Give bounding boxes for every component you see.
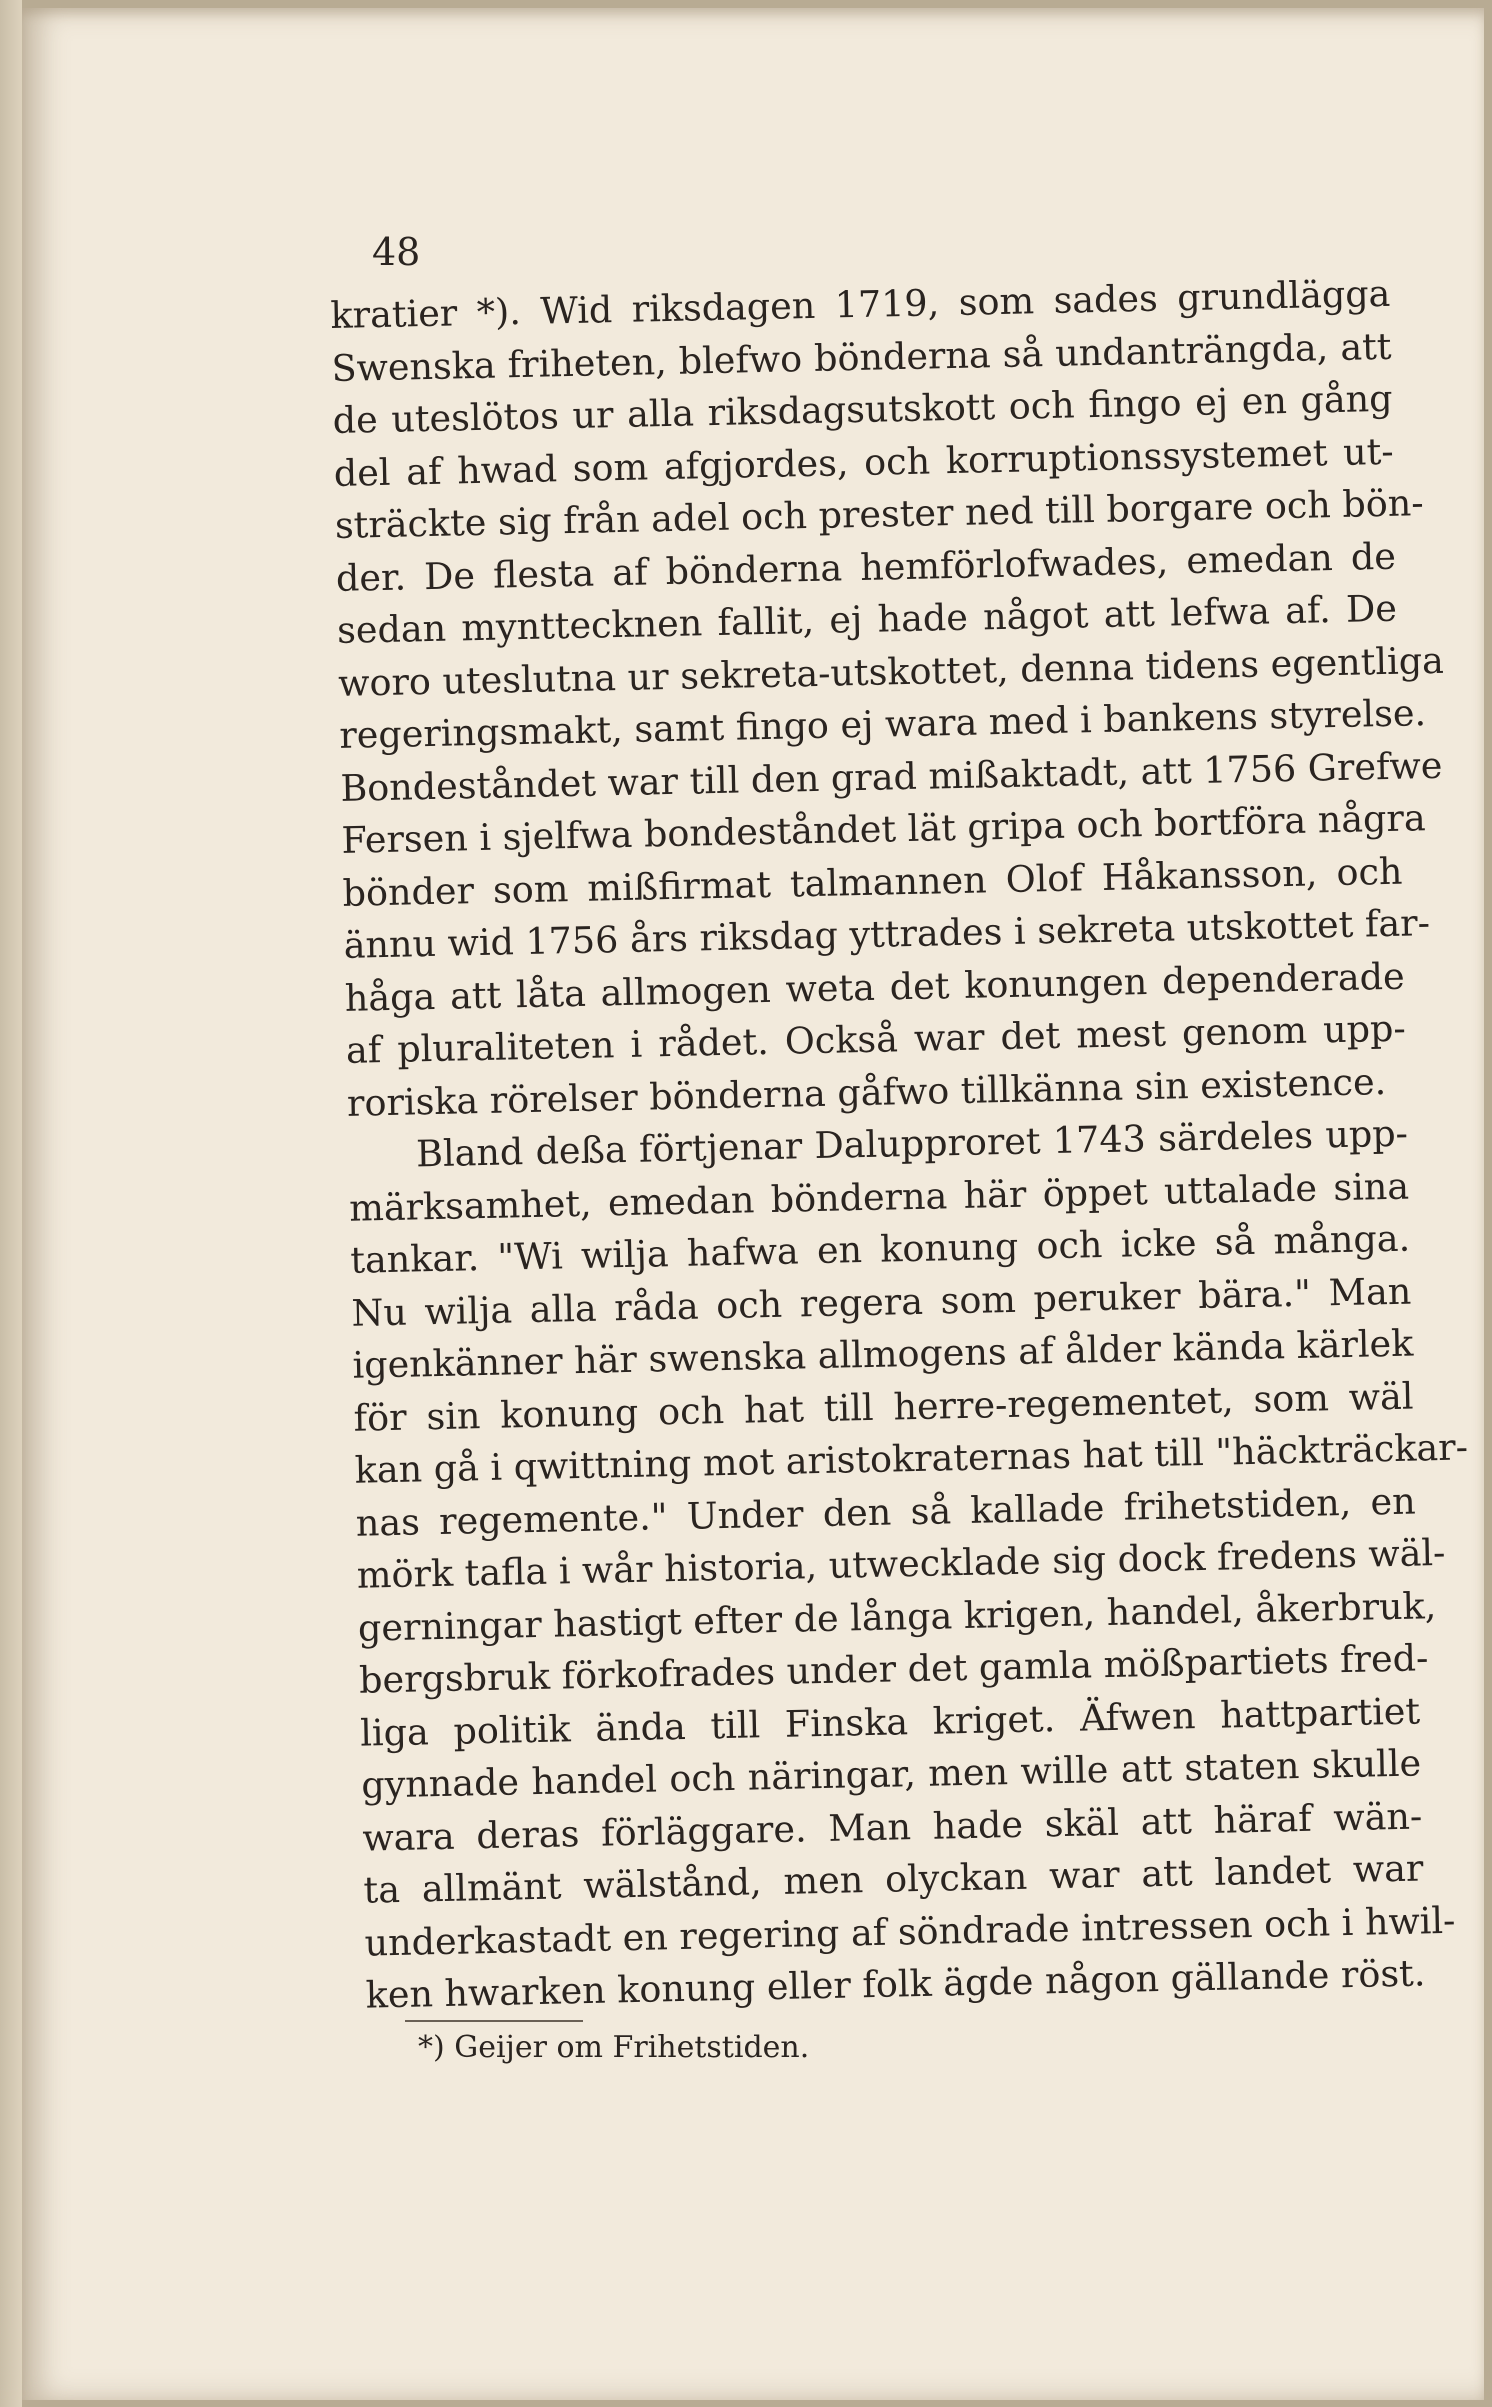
text-line: af pluraliteten i rådet. Också war det mest genom upp- [345,1006,1407,1072]
text-line: underkastadt en regering af söndrade intressen och i hwil- [364,1898,1456,1965]
page-number: 48 [372,230,421,274]
page-gutter [0,0,22,2407]
text-line: igenkänner här swenska allmogens af ålder kända kärlek [352,1321,1414,1387]
text-line: mörk tafla i wår historia, utwecklade sig dock fredens wäl- [356,1530,1446,1597]
text-line: ta allmänt wälstånd, men olyckan war att landet war [363,1846,1424,1912]
text-line: gynnade handel och näringar, men wille att staten skulle [360,1741,1422,1807]
text-line: wara deras förläggare. Man hade skäl att häraf wän- [361,1793,1423,1860]
text-line: Nu wilja alla råda och regera som peruker bära." Man [350,1269,1412,1335]
text-line: gerningar hastigt efter de långa krigen, handel, åkerbruk, [357,1583,1437,1650]
text-line: kratier *). Wid riksdagen 1719, som sades grundlägga [330,271,1391,337]
text-line: regeringsmakt, samt fingo ej wara med i bankens styrelse. [338,691,1427,757]
text-line: Bland deßa förtjenar Dalupproret 1743 särdeles upp- [415,1111,1409,1176]
paragraph-1 [330,268,1445,1130]
text-line: märksamhet, emedan bönderna här öppet uttalade sina [348,1164,1410,1230]
text-line: Swenska friheten, blefwo bönderna så undanträngda, att [331,324,1392,390]
footnote: *) Geijer om Frihetstiden. [418,2030,810,2065]
text-line: de uteslötos ur alla riksdagsutskott och fingo ej en gång [332,376,1393,442]
text-line: tankar. "Wi wilja hafwa en konung och icke så många. [349,1216,1411,1282]
text-line: del af hwad som afgjordes, och korruptionssystemet ut- [333,429,1395,495]
paragraph-2 [348,1108,1469,2023]
text-line: nas regemente." Under den så kallade frihetstiden, en [355,1479,1417,1545]
text-line: ken hwarken konung eller folk ägde någon gällande röst. [365,1951,1426,2017]
text-line: roriska rörelser bönderna gåfwo tillkänna sin existence. [346,1059,1387,1125]
text-line: sedan mynttecknen fallit, ej hade något att lefwa af. De [336,586,1398,652]
text-line: woro uteslutna ur sekreta-utskottet, denna tidens egentliga [337,638,1445,705]
text-line: bergsbruk förkofrades under det gamla mößpartiets fred- [358,1636,1429,1702]
text-line: liga politik ända till Finska kriget. Äfwen hattpartiet [359,1688,1421,1755]
footnote-rule [405,2020,583,2022]
text-line: sträckte sig från adel och prester ned till borgare och bön- [334,481,1425,547]
text-line: håga att låta allmogen weta det konungen dependerade [344,954,1406,1020]
text-line: der. De flesta af bönderna hemförlofwades, emedan de [335,534,1397,600]
text-line: kan gå i qwittning mot aristokraternas hat till "häckträckar- [354,1425,1469,1492]
body-text [330,268,1469,2022]
text-line: för sin konung och hat till herre-regementet, som wäl [353,1374,1414,1440]
text-line: bönder som mißfirmat talmannen Olof Håkansson, och [342,849,1403,915]
text-line: Bondeståndet war till den grad mißaktadt, att 1756 Grefwe [339,743,1443,810]
text-line: Fersen i sjelfwa bondeståndet lät gripa och bortföra några [341,796,1427,862]
text-line: ännu wid 1756 års riksdag yttrades i sekreta utskottet far- [343,901,1431,967]
